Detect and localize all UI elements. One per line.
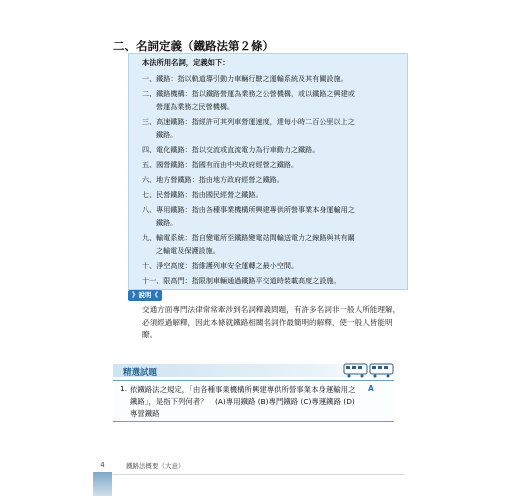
definition-item-lead: 四、電化鐵路：指以交流或直流電力為行車動力之鐵路。 [142,145,320,154]
definition-item [142,143,400,156]
definition-item-lead: 十、淨空高度：指維護列車安全運轉之最小空間。 [142,261,299,270]
definition-item [142,115,400,141]
definition-item-continuation: 營運為業務之民營機構。 [156,102,235,111]
definition-item-lead: 五、國營鐵路：指國有而由中央政府經營之鐵路。 [142,160,299,169]
definition-item [142,158,400,171]
note-tag: 》說明《 [128,290,162,301]
definition-item [142,188,400,201]
page-number: 4 [100,461,105,469]
definition-item-lead: 九、輸電系統：指自變電所至鐵路變電站間輸送電力之線路與其有關 [142,233,355,242]
page-tab-decoration [93,472,112,496]
footer-book-title: 鐵路法概要（大意） [126,462,185,470]
definition-item-lead: 三、高速鐵路：指經許可其列車營運速度，達每小時二百公里以上之 [142,117,355,126]
definition-item-continuation: 鐵路。 [156,130,178,139]
note-text: 交通方面專門法律常常牽涉到名詞釋義問題，有許多名詞非一般人所能理解，必須經過解釋，因此本條就鐵路相關名詞作最簡明的解釋，使一般人皆能明瞭。 [142,305,401,339]
definition-list [142,72,400,289]
footer-divider [113,474,404,475]
answer-label: A [368,384,374,393]
definition-item [142,203,400,229]
definition-item [142,259,400,272]
definition-item [142,231,400,257]
definition-intro: 本法所用名詞，定義如下： [142,58,230,67]
definition-item-continuation: 鐵路。 [156,218,178,227]
definition-item-lead: 八、專用鐵路：指由各種事業機構所興建專供所營事業本身運輸用之 [142,205,355,214]
definition-item-lead: 一、鐵路：指以軌道導引動力車輛行駛之運輸系統及其有關設施。 [142,74,348,83]
definition-item [142,87,400,113]
definition-item [142,274,400,287]
definition-item [142,173,400,186]
definition-item-lead: 二、鐵路機構：指以鐵路營運為業務之公營機構，或以鐵路之興建或 [142,89,355,98]
definition-item-lead: 六、地方營鐵路：指由地方政府經營之鐵路。 [142,175,284,184]
practice-title: 精選試題 [123,368,158,378]
question-text: 依鐵路法之規定，「由各種事業機構所興建專供所營事業本身運輸用之鐵路」，是指下列何者？ (A)專用鐵路 (B)專門鐵路 (C)專運鐵路 (D)專營鐵路 [130,385,356,418]
definition-item-lead: 七、民營鐵路：指由國民經營之鐵路。 [142,190,263,199]
definition-item-continuation: 之輸電及保護設施。 [156,246,220,255]
question-number: 1. [120,384,128,393]
train-icon [343,363,394,378]
definition-item [142,72,400,85]
definition-item-lead: 十一、限高門：指限制車輛通過鐵路平交道時裝載高度之設施。 [142,276,341,285]
section-title: 二、名詞定義（鐵路法第２條） [113,39,274,53]
